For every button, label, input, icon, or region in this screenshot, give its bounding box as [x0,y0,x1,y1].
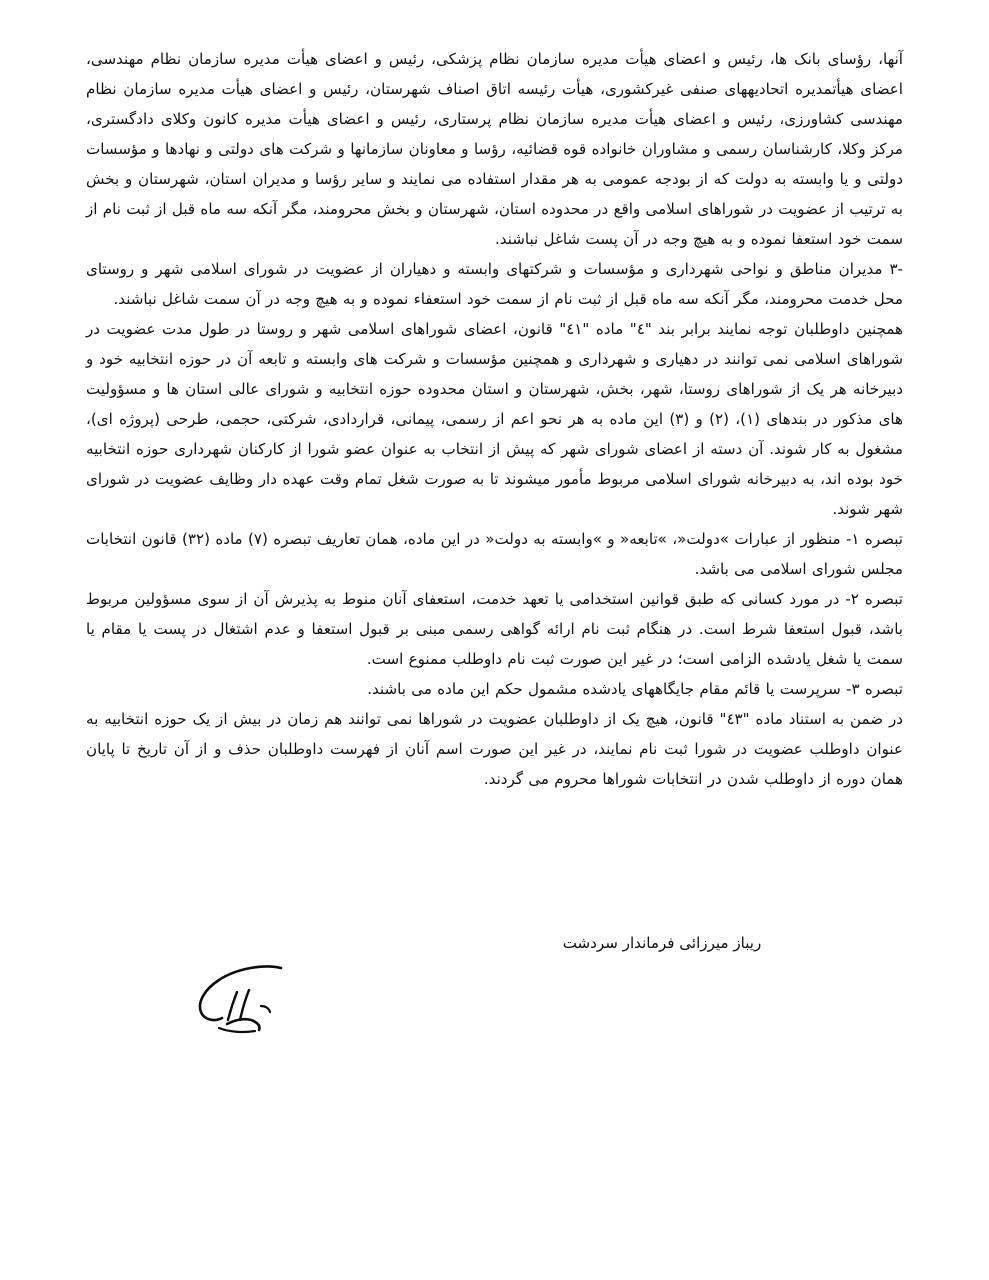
paragraph-5-note-2: تبصره ۲- در مورد کسانی که طبق قوانین استخدامی یا تعهد خدمت، استعفای آنان منوط به پذیرش آن از سوی مسؤولین مربوط باشد، قبول استعفا شرط است. در هنگام ثبت نام ارائه گواهی رسمی مبنی بر قبول استعفا و عدم اشتغال در پست یا مقام یا سمت یا شغل یادشده الزامی است؛ در غیر این صورت ثبت نام داوطلب ممنوع است. [86,590,903,668]
handwritten-signature-icon [185,962,305,1034]
signatory-name-title: ریباز میرزائی فرماندار سردشت [562,934,762,952]
paragraph-2-clause-3: -۳ مدیران مناطق و نواحی شهرداری و مؤسسات و شرکتهای وابسته و دهیاران از عضویت در شورای اسلامی شهر و روستای محل خدمت محرومند، مگر آنکه سه ماه قبل از ثبت نام از سمت خود استعفاء نموده و به هیچ وجه در آن سمت شاغل نباشند. [86,260,903,308]
signature-block [86,930,903,1042]
paragraph-7-article-43: در ضمن به استناد ماده "٤٣" قانون، هیچ یک از داوطلبان عضویت در شوراها نمی توانند هم زمان در بیش از یک حوزه انتخابیه به عنوان داوطلب عضویت در شورا ثبت نام نمایند، در غیر این صورت اسم آنان از فهرست داوطلبان حذف و از آن تاریخ تا پایان همان دوره از داوطلب شدن در انتخابات شوراها محروم می گردند. [86,710,903,788]
paragraph-3-candidate-notice: همچنین داوطلبان توجه نمایند برابر بند "٤" ماده "٤١" قانون، اعضای شوراهای اسلامی شهر و روستا در طول مدت عضویت در شوراهای اسلامی نمی توانند در دهیاری و شهرداری و همچنین مؤسسات و شرکت های وابسته و تابعه آن در حوزه انتخابیه خود و دبیرخانه هر یک از شوراهای روستا، شهر، بخش، شهرستان و استان محدوده حوزه انتخابیه و شورای عالی استان ها و مسؤولیت های مذکور در بندهای (۱)، (۲) و (۳) این ماده به هر نحو اعم از رسمی، پیمانی، قراردادی، شرکتی، حجمی، طرحی (پروژه ای)، مشغول به کار شوند. آن دسته از اعضای شورای شهر که پیش از انتخاب به عنوان عضو شورا از کارکنان شهرداری حوزه انتخابیه خود بوده اند، به دبیرخانه شورای اسلامی مربوط مأمور میشوند تا به صورت شغل تمام وقت عهده دار وظایف عضویت در شورای شهر شوند. [86,320,904,518]
paragraph-1: آنها، رؤسای بانک ها، رئیس و اعضای هیأت مدیره سازمان نظام پزشکی، رئیس و اعضای هیأت مدیره سازمان نظام مهندسی، اعضای هیأتمدیره اتحادیههای صنفی غیرکشوری، هیأت رئیسه اتاق اصناف شهرستان، رئیس و اعضای هیأت مدیره سازمان نظام مهندسی کشاورزی، رئیس و اعضای هیأت مدیره سازمان نظام پرستاری، رئیس و اعضای هیأت مدیره کانون وکلای دادگستری، مرکز وکلا، کارشناسان رسمی و مشاوران خانواده قوه قضائیه، رؤسا و معاونان سازمانها و شرکت های دولتی و نهادها و مؤسسات دولتی و یا وابسته به دولت که از بودجه عمومی به هر مقدار استفاده می نمایند و سایر رؤسا و مدیران استان، شهرستان و بخش به ترتیب از عضویت در شوراهای اسلامی واقع در محدوده استان، شهرستان و بخش محرومند، مگر آنکه سه ماه قبل از ثبت نام از سمت خود استعفا نموده و به هیچ وجه در آن پست شاغل نباشند. [86,50,903,248]
paragraph-6-note-3: تبصره ۳- سرپرست یا قائم مقام جایگاههای یادشده مشمول حکم این ماده می باشند. [367,680,903,698]
document-body [86,44,903,794]
signature-mark-area [0,962,903,1042]
paragraph-4-note-1: تبصره ۱- منظور از عبارات »دولت«، »تابعه« و »وابسته به دولت« در این ماده، همان تعاریف تبصره (۷) ماده (۳۲) قانون انتخابات مجلس شورای اسلامی می باشد. [86,530,903,578]
